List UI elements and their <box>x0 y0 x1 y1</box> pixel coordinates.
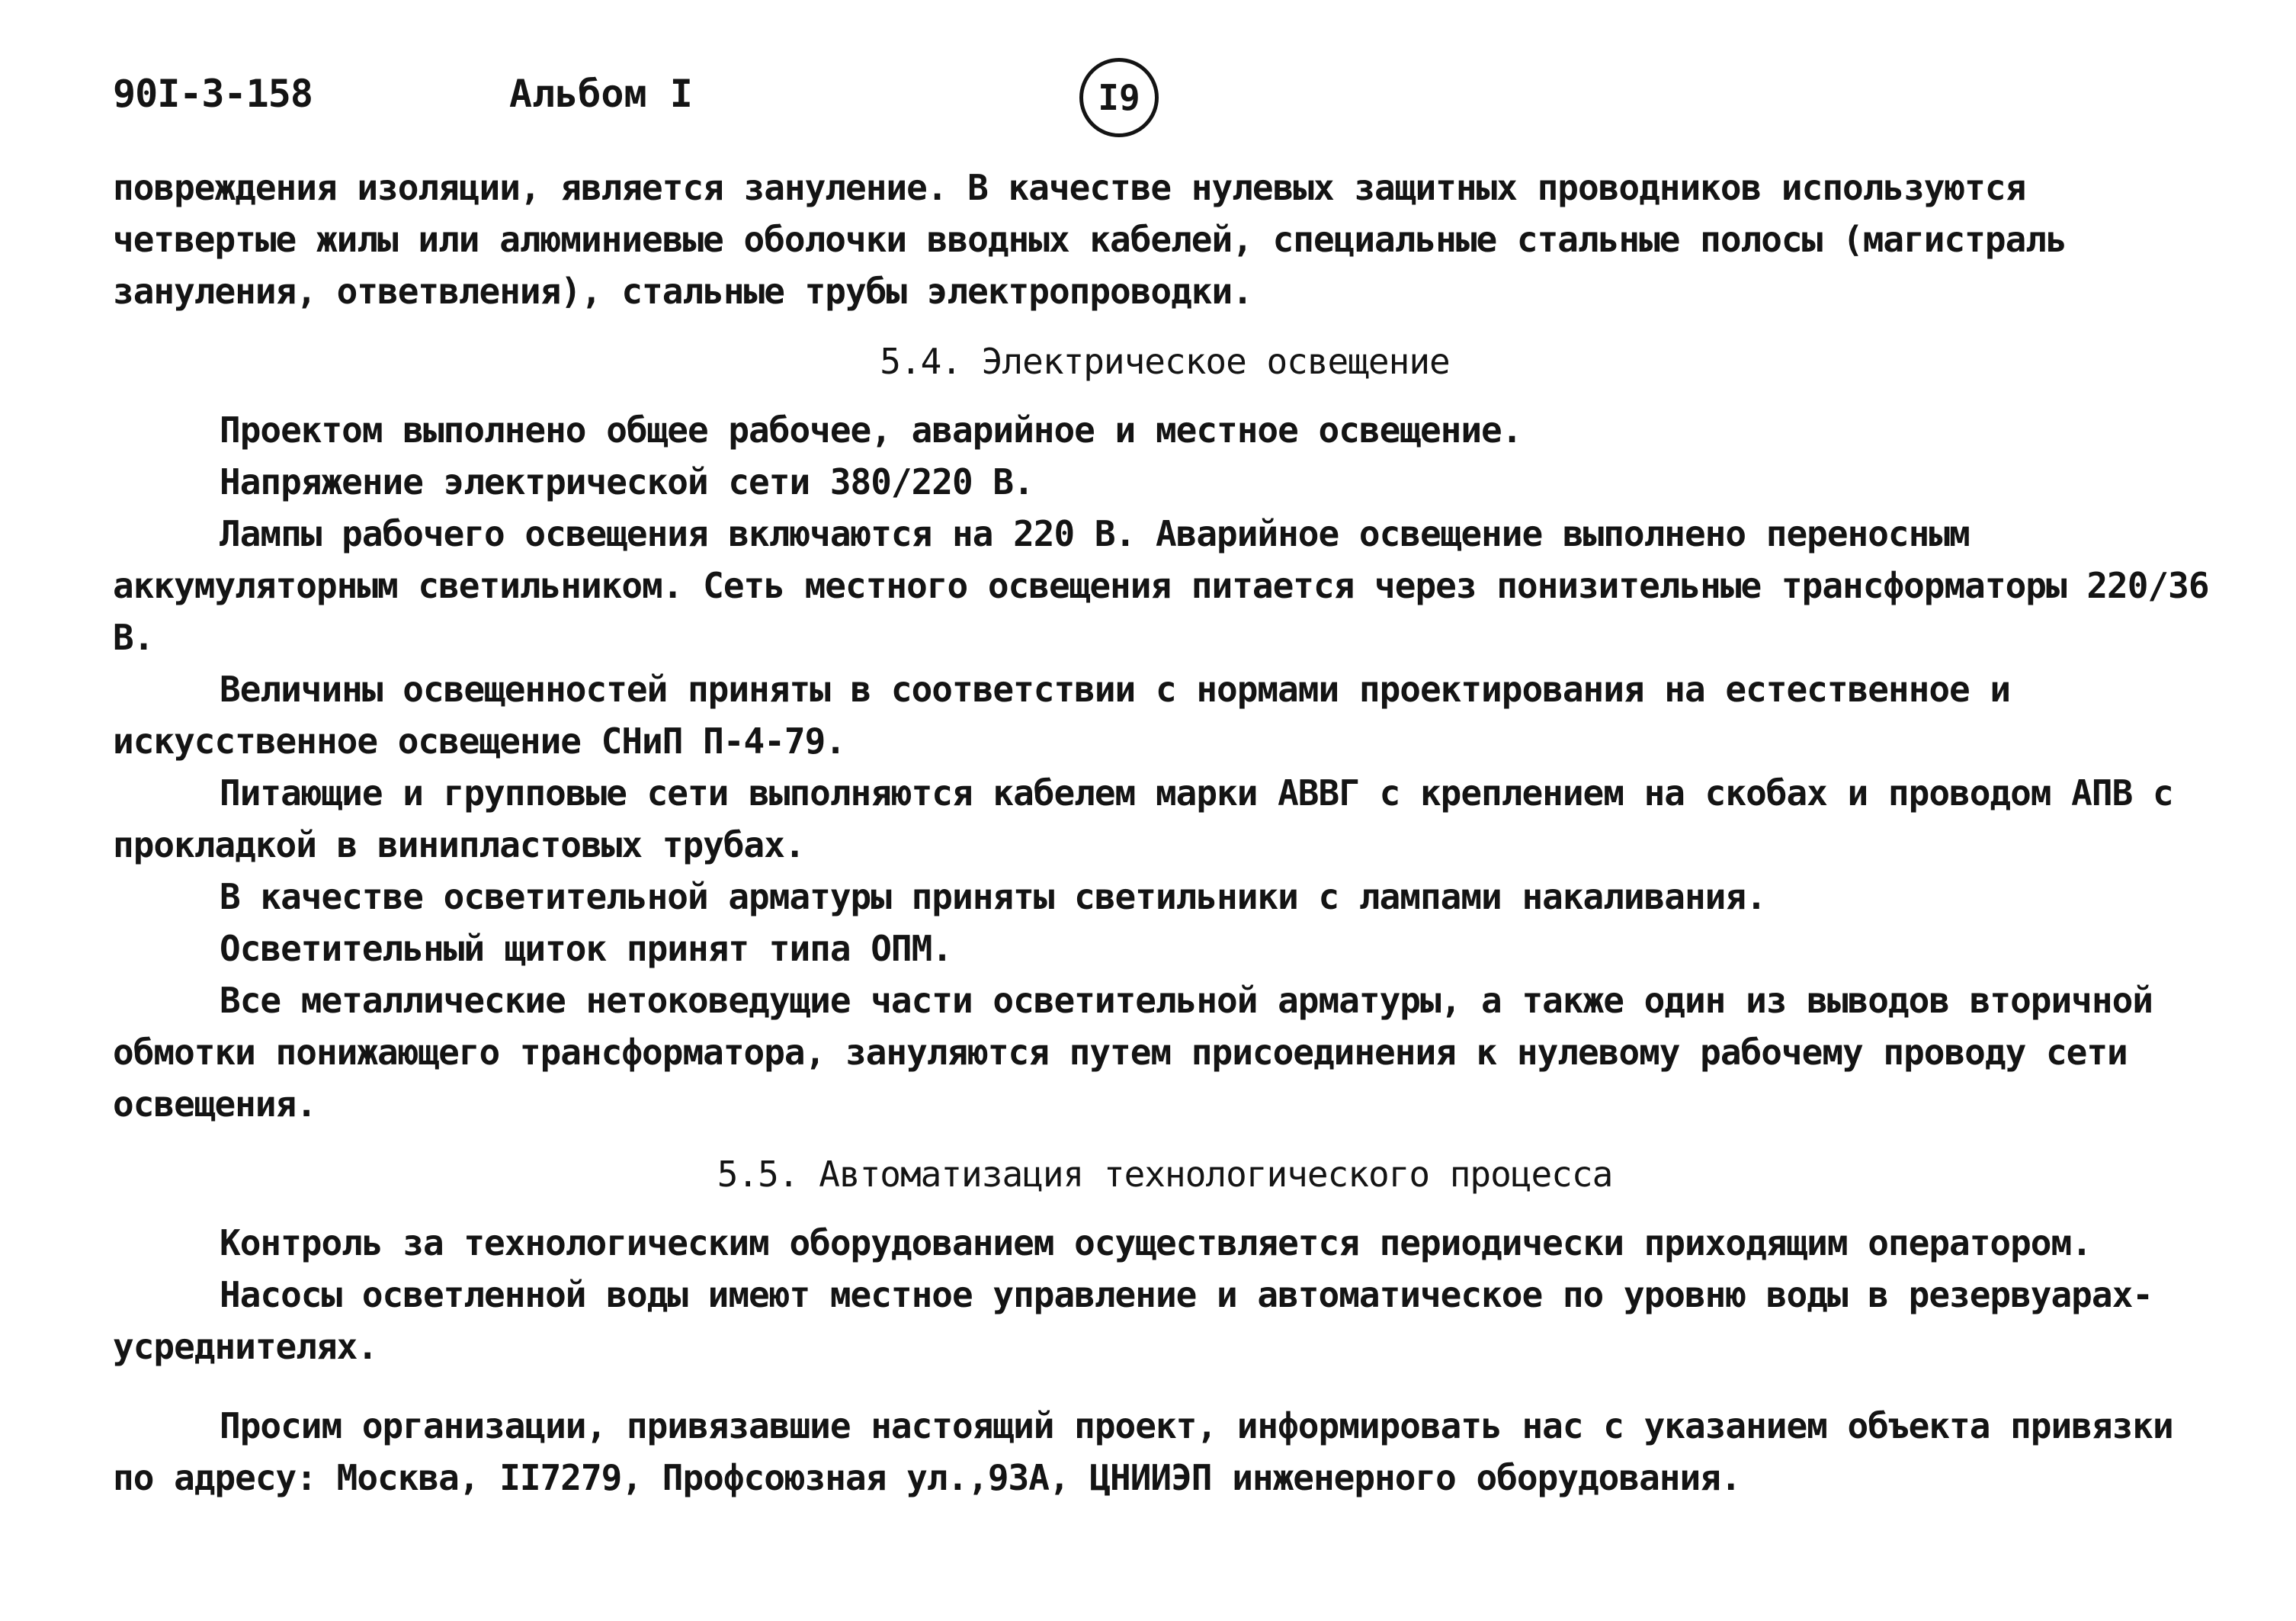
spacer <box>113 1372 2217 1400</box>
page-number-circle <box>1079 58 1159 137</box>
page-number: I9 <box>1098 77 1140 118</box>
section-heading-automation: 5.5. Автоматизация технологического процесса <box>717 1154 1613 1195</box>
page-header <box>113 67 2171 128</box>
lighting-paragraph: В качестве осветительной арматуры приняты светильники с лампами накаливания. <box>220 876 1766 917</box>
automation-paragraph: Контроль за технологическим оборудованием осуществляется периодически приходящим оператором. <box>220 1222 2092 1263</box>
lighting-paragraph: Осветительный щиток принят типа ОПМ. <box>220 928 952 969</box>
lighting-paragraph: Лампы рабочего освещения включаются на 220 В. Аварийное освещение выполнено переносным аккумуляторным светильником. Сеть местного освещения питается через понизительные трансформаторы 220/36 В. <box>113 513 2209 658</box>
automation-paragraph: Насосы осветленной воды имеют местное управление и автоматическое по уровню воды в резервуарах-усреднителях. <box>113 1274 2153 1367</box>
closing-paragraph: Просим организации, привязавшие настоящий проект, информировать нас с указанием объекта привязки по адресу: Москва, II7279, Профсоюзная ул.,93А, ЦНИИЭП инженерного оборудования. <box>113 1405 2173 1498</box>
lighting-paragraph: Все металлические нетоковедущие части осветительной арматуры, а также один из выводов вторичной обмотки понижающего трансформатора, зануляются путем присоединения к нулевому рабочему проводу сети освещения. <box>113 980 2153 1125</box>
lighting-paragraph: Напряжение электрической сети 380/220 В. <box>220 461 1034 502</box>
album-label: Альбом I <box>509 72 693 116</box>
lighting-paragraph: Питающие и групповые сети выполняются кабелем марки АВВГ с креплением на скобах и проводом АПВ с прокладкой в винипластовых трубах. <box>113 772 2173 865</box>
lighting-paragraph: Величины освещенностей приняты в соответствии с нормами проектирования на естественное и искусственное освещение СНиП П-4-79. <box>113 669 2011 762</box>
document-body <box>113 162 2217 1504</box>
lighting-paragraph: Проектом выполнено общее рабочее, аварийное и местное освещение. <box>220 409 1522 451</box>
document-code: 90I-3-158 <box>113 72 313 116</box>
intro-paragraph: повреждения изоляции, является зануление. В качестве нулевых защитных проводников используются четвертые жилы или алюминиевые оболочки вводных кабелей, специальные стальные полосы (магистраль зануления, ответвления), стальные трубы электропроводки. <box>113 167 2067 312</box>
section-heading-lighting: 5.4. Электрическое освещение <box>880 341 1450 382</box>
